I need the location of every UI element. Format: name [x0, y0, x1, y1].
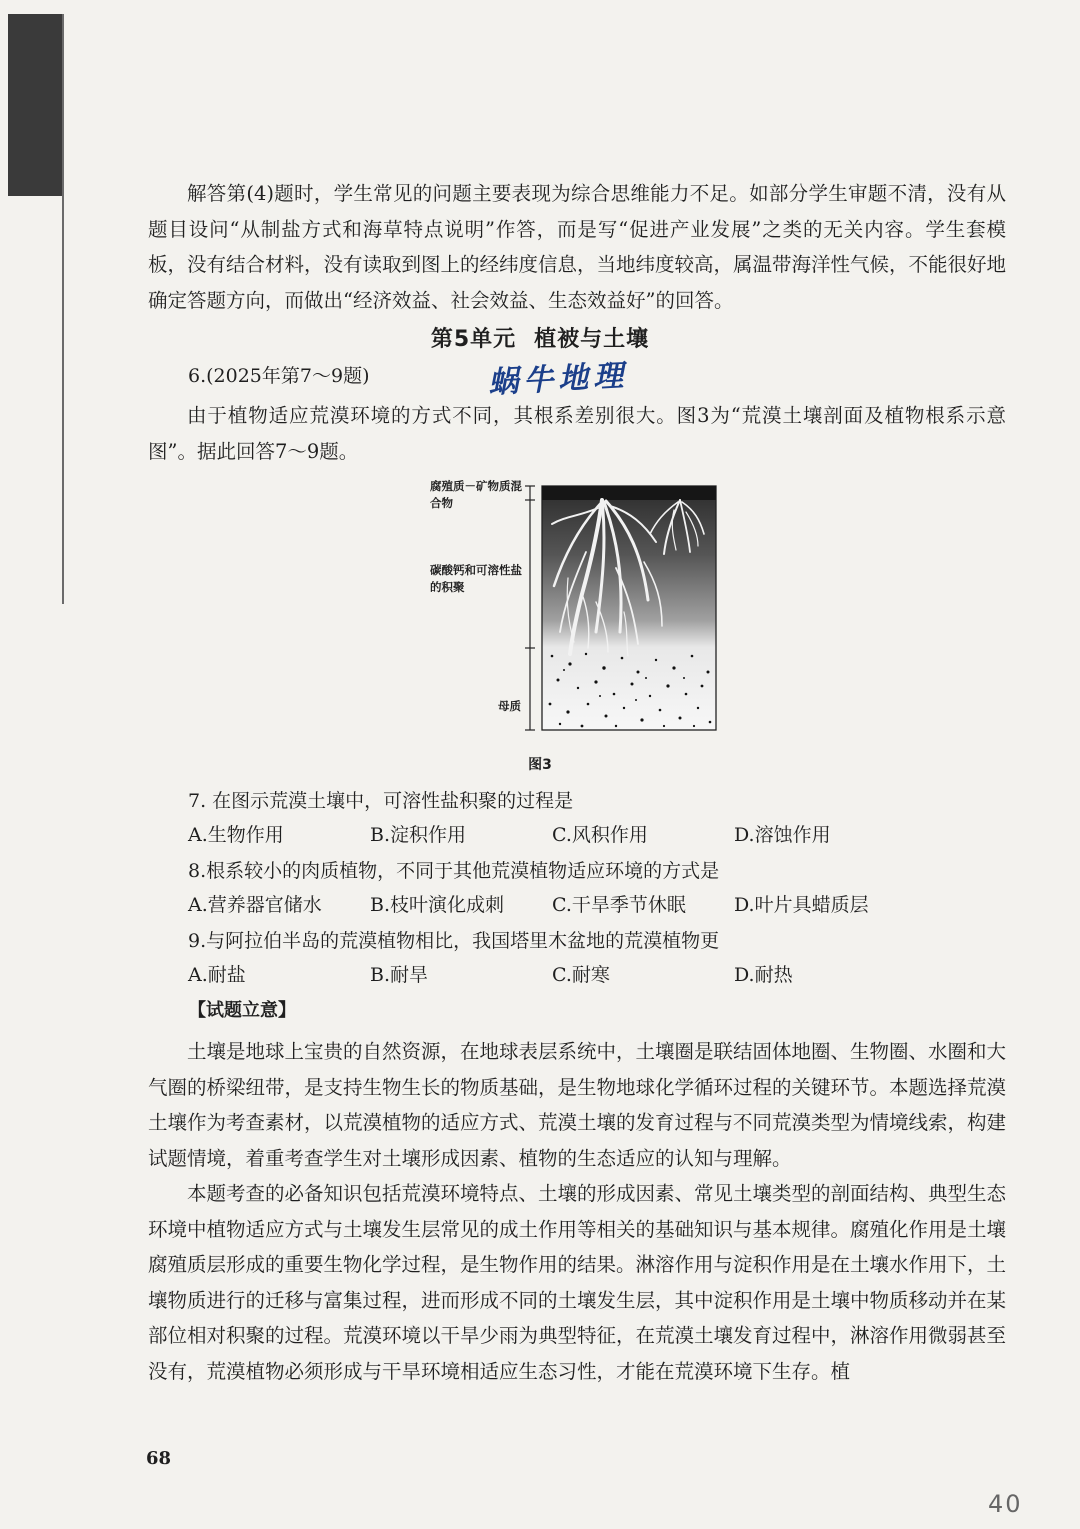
question-9-options: [188, 962, 948, 988]
q9-option-b: B.耐旱: [370, 964, 429, 986]
q8-option-a: A.营养器官储水: [188, 894, 322, 916]
unit-heading: [0, 322, 1080, 353]
question-7-options: [188, 822, 948, 848]
q9-option-d: D.耐热: [734, 964, 793, 986]
unit-title: 植被与土壤: [534, 327, 650, 352]
figure-label-humus: 腐殖质－矿物质混合物: [430, 479, 522, 510]
q9-option-a: A.耐盐: [188, 964, 246, 986]
page-number: 68: [146, 1448, 172, 1469]
horizon-bracket: [525, 486, 535, 730]
intro-paragraph: 解答第(4)题时，学生常见的问题主要表现为综合思维能力不足。如部分学生审题不清，没有从题目设问“从制盐方式和海草特点说明”作答，而是写“促进产业发展”之类的无关内容。学生套模板，没有结合材料，没有读取到图上的经纬度信息，当地纬度较高，属温带海洋性气候，不能很好地确定答题方向，而做出“经济效益、社会效益、生态效益好”的回答。: [148, 182, 1007, 312]
q8-option-b: B.枝叶演化成刺: [370, 894, 505, 916]
watermark-stamp: 蜗牛地理: [487, 358, 630, 401]
question-group-label: 6.(2025年第7～9题): [188, 365, 370, 387]
q7-option-b: B.淀积作用: [370, 824, 467, 846]
q7-option-a: A.生物作用: [188, 824, 284, 846]
scan-edge-line: [62, 14, 64, 604]
figure-label-parent: 母质: [498, 699, 521, 713]
body-paragraph-2: 本题考查的必备知识包括荒漠环境特点、土壤的形成因素、常见土壤类型的剖面结构、典型生态环境中植物适应方式与土壤发生层常见的成土作用等相关的基础知识与基本规律。腐殖化作用是土壤腐殖质层形成的重要生物化学过程，是生物作用的结果。淋溶作用与淀积作用是在土壤水作用下，土壤物质进行的迁移与富集过程，进而形成不同的土壤发生层，其中淀积作用是土壤中物质移动并在某部位相对积聚的过程。荒漠环境以干旱少雨为典型特征，在荒漠土壤发育过程中，淋溶作用微弱甚至没有，荒漠植物必须形成与干旱环境相适应生态习性，才能在荒漠环境下生存。植: [148, 1182, 1007, 1383]
question-8-options: [188, 892, 948, 918]
q7-option-d: D.溶蚀作用: [734, 824, 831, 846]
folio-number: 40: [988, 1490, 1023, 1518]
section-title: 【试题立意】: [188, 1000, 296, 1021]
q8-option-c: C.干旱季节休眠: [552, 894, 686, 916]
body-paragraph-1: 土壤是地球上宝贵的自然资源，在地球表层系统中，土壤圈是联结固体地圈、生物圈、水圈和大气圈的桥梁纽带，是支持生物生长的物质基础，是生物地球化学循环过程的关键环节。本题选择荒漠土壤作为考查素材，以荒漠植物的适应方式、荒漠土壤的发育过程与不同荒漠类型为情境线索，构建试题情境，着重考查学生对土壤形成因素、植物的生态适应的认知与理解。: [148, 1040, 1007, 1170]
scan-edge-shadow: [8, 14, 62, 196]
q7-option-c: C.风积作用: [552, 824, 648, 846]
unit-number: 第5单元: [430, 327, 517, 352]
question-9-stem: 9.与阿拉伯半岛的荒漠植物相比，我国塔里木盆地的荒漠植物更: [188, 930, 720, 952]
figure-caption: 图3: [528, 757, 552, 773]
figure-label-carbonate: 碳酸钙和可溶性盐的积聚: [430, 563, 522, 594]
humus-layer: [542, 486, 716, 500]
q9-option-c: C.耐寒: [552, 964, 610, 986]
soil-profile-figure: [524, 482, 720, 732]
question-stem: 由于植物适应荒漠环境的方式不同，其根系差别很大。图3为“荒漠土壤剖面及植物根系示意图”。据此回答7～9题。: [148, 404, 1006, 463]
q8-option-d: D.叶片具蜡质层: [734, 894, 869, 916]
question-7-stem: 7. 在图示荒漠土壤中，可溶性盐积聚的过程是: [188, 790, 574, 812]
question-8-stem: 8.根系较小的肉质植物，不同于其他荒漠植物适应环境的方式是: [188, 860, 720, 882]
